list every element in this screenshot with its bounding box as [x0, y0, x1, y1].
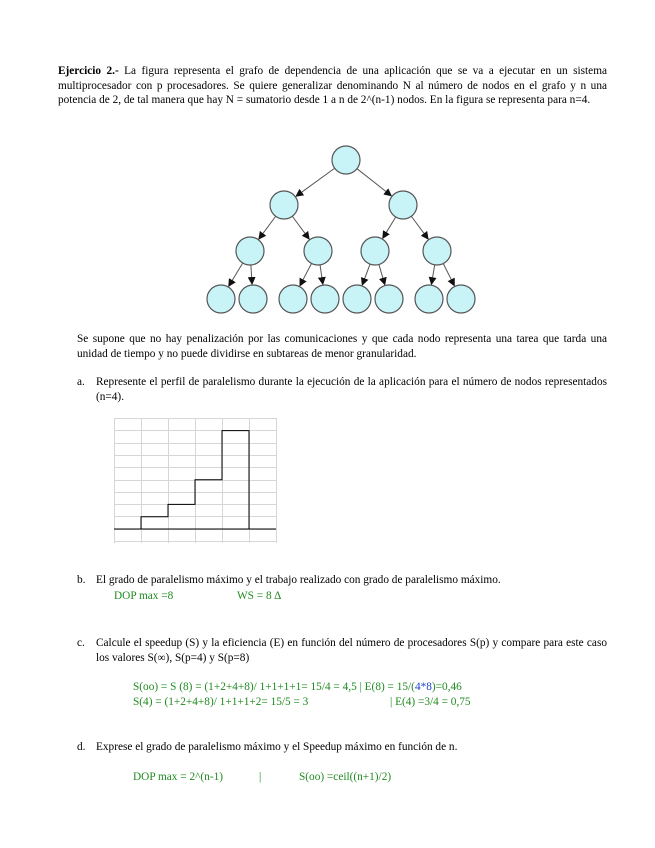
dependency-edge: [357, 169, 391, 196]
dependency-edge: [379, 264, 385, 284]
answer-d-separator: |: [259, 771, 262, 783]
question-c-text: Calcule el speedup (S) y la eficiencia (E) en función del número de procesadores S(p) y compare para este caso los valores S(∞), S(p=4) y S(p=8): [96, 637, 607, 664]
dependency-edge: [431, 265, 434, 284]
answer-b-ws: WS = 8 ∆: [237, 590, 282, 602]
answer-c-1a: S(oo) = S (8) = (1+2+4+8)/ 1+1+1+1= 15/4 = 4,5 | E(8) = 15/(: [133, 681, 415, 693]
task-node-level-4: [279, 285, 307, 313]
dependency-graph: [200, 140, 485, 320]
question-b-text: El grado de paralelismo máximo y el trabajo realizado con grado de paralelismo máximo.: [96, 574, 501, 586]
answer-b-dop: DOP max =8: [114, 590, 174, 602]
task-node-level-4: [239, 285, 267, 313]
dependency-edge: [292, 216, 309, 239]
answer-c-2b: | E(4) =3/4 = 0,75: [390, 696, 471, 708]
answer-d-speedup: S(oo) =ceil((n+1)/2): [299, 771, 392, 783]
answer-c-line-1: [133, 680, 462, 695]
question-d-text: Exprese el grado de paralelismo máximo y el Speedup máximo en función de n.: [96, 741, 458, 753]
task-node-level-3: [304, 237, 332, 265]
intro-paragraph: [58, 64, 607, 108]
intro-text: La figura representa el grafo de dependencia de una aplicación que se va a ejecutar en un sistema multiprocesador con p procesadores. Se quiere generalizar denominando N al número de nodos en el grafo y n una potencia de 2, de tal manera que hay N = sumatorio desde 1 a n de 2^(n-1) nodos. En la figura se representa para n=4.: [58, 65, 607, 106]
task-node-level-3: [236, 237, 264, 265]
dependency-edge: [296, 168, 335, 196]
question-b-marker: b.: [77, 574, 86, 586]
task-node-level-4: [447, 285, 475, 313]
task-node-level-4: [343, 285, 371, 313]
assumption-paragraph: Se supone que no hay penalización por las comunicaciones y que cada nodo representa una tarea que tarda una unidad de tiempo y no puede dividirse en subtareas de menor granularidad.: [77, 333, 607, 360]
dependency-edge: [411, 216, 428, 239]
answer-c-1c: )=0,46: [431, 681, 462, 693]
dependency-edge: [443, 264, 454, 286]
dependency-edge: [300, 263, 312, 285]
dependency-edge: [229, 263, 243, 286]
dependency-edge: [383, 217, 396, 238]
task-node-level-4: [415, 285, 443, 313]
answer-d-dop: DOP max = 2^(n-1): [133, 771, 224, 783]
dependency-edge: [320, 265, 323, 284]
task-node-level-4: [311, 285, 339, 313]
task-node-level-1: [332, 146, 360, 174]
parallelism-profile-chart: [114, 418, 278, 544]
dependency-edge: [259, 216, 276, 239]
dependency-edge: [362, 264, 370, 285]
task-node-level-2: [389, 191, 417, 219]
answer-c-1b: 4*8: [414, 681, 432, 693]
question-c-marker: c.: [77, 637, 85, 649]
answer-c-2a: S(4) = (1+2+4+8)/ 1+1+1+2= 15/5 = 3: [133, 696, 309, 708]
question-a-text: Represente el perfil de paralelismo durante la ejecución de la aplicación para el número de nodos representados (n=4).: [96, 376, 607, 403]
task-node-level-4: [207, 285, 235, 313]
question-a-marker: a.: [77, 376, 85, 388]
task-node-level-3: [361, 237, 389, 265]
task-node-level-4: [375, 285, 403, 313]
question-d-marker: d.: [77, 741, 86, 753]
task-node-level-2: [270, 191, 298, 219]
task-node-level-3: [423, 237, 451, 265]
exercise-label: Ejercicio 2.-: [58, 65, 119, 77]
dependency-edge: [251, 265, 252, 284]
